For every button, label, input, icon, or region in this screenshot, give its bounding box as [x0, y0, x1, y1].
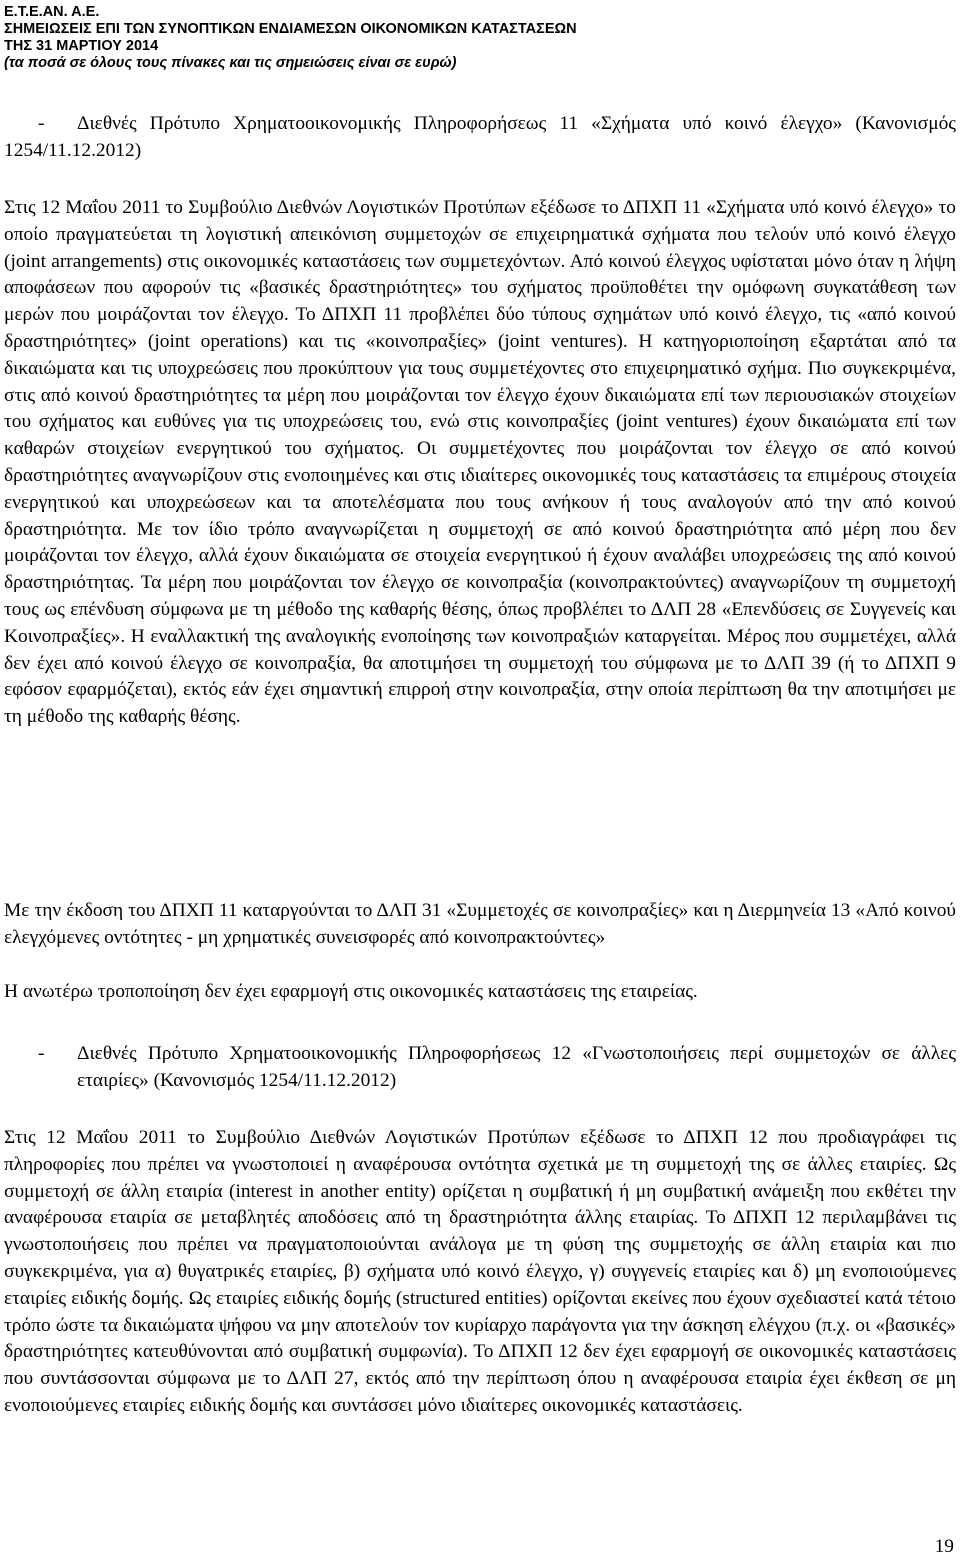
header-date: ΤΗΣ 31 ΜΑΡΤΙΟΥ 2014	[4, 38, 159, 54]
list-dash: -	[38, 113, 45, 134]
list-dash: -	[38, 1043, 45, 1064]
list-item-ifrs11	[4, 111, 956, 165]
page-number: 19	[934, 1536, 954, 1557]
ifrs11-applicability-paragraph: Η ανωτέρω τροποποίηση δεν έχει εφαρμογή στις οικονομικές καταστάσεις της εταιρείας.	[4, 981, 698, 1002]
company-name: Ε.Τ.Ε.ΑΝ. Α.Ε.	[4, 4, 100, 20]
ifrs12-body-paragraph: Στις 12 Μαΐου 2011 το Συμβούλιο Διεθνών Λογιστικών Προτύπων εξέδωσε το ΔΠΧΠ 12 που προδιαγράφει τις πληροφορίες που πρέπει να γνωστοποιεί η αναφέρουσα οντότητα σχετικά με τη συμμετοχή της σε άλλες εταιρίες. Ως συμμετοχή σε άλλη εταιρία (interest in another entity) ορίζεται η συμβατική ή μη συμβατική ανάμειξη που εκθέτει την αναφέρουσα εταιρία σε μεταβλητές αποδόσεις από τη δραστηριότητα άλλης εταιρίας. Το ΔΠΧΠ 12 περιλαμβάνει τις γνωστοποιήσεις που πρέπει να πραγματοποιούνται ανάλογα με τη φύση της συμμετοχής σε άλλη εταιρία και πιο συγκεκριμένα, για α) θυγατρικές εταιρίες, β) σχήματα υπό κοινό έλεγχο, γ) συγγενείς εταιρίες και δ) μη ενοποιούμενες εταιρίες ειδικής δομής. Ως εταιρίες ειδικής δομής (structured entities) ορίζονται εκείνες που έχουν σχεδιαστεί κατά τέτοιο τρόπο ώστε τα δικαιώματα ψήφου να μην αποτελούν τον κυρίαρχο παράγοντα για την άσκηση ελέγχου (π.χ. οι «βασικές» δραστηριότητες κατευθύνονται από συμβατική συμφωνία). Το ΔΠΧΠ 12 δεν έχει εφαρμογή σε οικονομικές καταστάσεις που συντάσσονται σύμφωνα με το ΔΛΠ 27, εκτός από την περίπτωση όπου η αναφέρουσα εταιρία έχει έκθεση σε μη ενοποιούμενες εταιρίες ειδικής δομής και συντάσσει μόνο ιδιαίτερες οικονομικές καταστάσεις.	[4, 1127, 956, 1416]
ifrs11-body-paragraph: Στις 12 Μαΐου 2011 το Συμβούλιο Διεθνών Λογιστικών Προτύπων εξέδωσε το ΔΠΧΠ 11 «Σχήματα υπό κοινό έλεγχο» το οποίο πραγματεύεται τη λογιστική απεικόνιση συμμετοχών σε επιχειρηματικά σχήματα που τελούν υπό κοινό έλεγχο (joint arrangements) στις οικονομικές καταστάσεις των συμμετεχόντων. Από κοινού έλεγχος υφίσταται μόνο όταν η λήψη αποφάσεων που αφορούν τις «βασικές δραστηριότητες» του σχήματος προϋποθέτει την ομόφωνη συγκατάθεση των μερών που μοιράζονται τον έλεγχο. Το ΔΠΧΠ 11 προβλέπει δύο τύπους σχημάτων υπό κοινό έλεγχο, τις «από κοινού δραστηριότητες» (joint operations) και τις «κοινοπραξίες» (joint ventures). Η κατηγοριοποίηση εξαρτάται από τα δικαιώματα και τις υποχρεώσεις που προκύπτουν για τους συμμετέχοντες στο επιχειρηματικό σχήμα. Πιο συγκεκριμένα, στις από κοινού δραστηριότητες τα μέρη που μοιράζονται τον έλεγχο έχουν δικαιώματα επί των περιουσιακών στοιχείων του σχήματος και ευθύνες για τις υποχρεώσεις του, ενώ στις κοινοπραξίες (joint ventures) έχουν δικαιώματα επί των καθαρών στοιχείων ενεργητικού του σχήματος. Οι συμμετέχοντες που μοιράζονται τον έλεγχο σε από κοινού δραστηριότητες αναγνωρίζουν στις ενοποιημένες και στις ιδιαίτερες οικονομικές τους καταστάσεις τα επιμέρους στοιχεία ενεργητικού και υποχρεώσεων και τα αποτελέσματα που τους ανήκουν ή τους αναλογούν από την από κοινού δραστηριότητα. Με τον ίδιο τρόπο αναγνωρίζεται η συμμετοχή σε από κοινού δραστηριότητα από μέρη που δεν μοιράζονται τον έλεγχο, αλλά έχουν δικαιώματα σε στοιχεία ενεργητικού ή έχουν αναλάβει υποχρεώσεις της από κοινού δραστηριότητας. Τα μέρη που μοιράζονται τον έλεγχο σε κοινοπραξία (κοινοπρακτούντες) αναγνωρίζουν τη συμμετοχή τους ως επένδυση σύμφωνα με τη μέθοδο της καθαρής θέσης, όπως προβλέπει το ΔΛΠ 28 «Επενδύσεις σε Συγγενείς και Κοινοπραξίες». Η εναλλακτική της αναλογικής ενοποίησης των κοινοπραξιών καταργείται. Μέρος που συμμετέχει, αλλά δεν έχει από κοινού έλεγχο σε κοινοπραξία, θα αποτιμήσει τη συμμετοχή του σύμφωνα με το ΔΛΠ 39 (ή το ΔΠΧΠ 9 εφόσον εφαρμόζεται), εκτός εάν έχει σημαντική επιρροή στην κοινοπραξία, στην οποία περίπτωση θα την αποτιμήσει με τη μέθοδο της καθαρής θέσης.	[4, 197, 956, 728]
ifrs11-heading: Διεθνές Πρότυπο Χρηματοοικονομικής Πληροφορήσεως 11 «Σχήματα υπό κοινό έλεγχο» (Κανονισμός 1254/11.12.2012)	[4, 113, 956, 161]
ifrs12-heading: Διεθνές Πρότυπο Χρηματοοικονομικής Πληροφορήσεως 12 «Γνωστοποιήσεις περί συμμετοχών σε άλλες εταιρίες» (Κανονισμός 1254/11.12.2012)	[77, 1043, 956, 1091]
list-item-ifrs12	[4, 1041, 956, 1095]
page-header	[4, 4, 954, 72]
ifrs11-repeal-paragraph: Με την έκδοση του ΔΠΧΠ 11 καταργούνται το ΔΛΠ 31 «Συμμετοχές σε κοινοπραξίες» και η Διερμηνεία 13 «Από κοινού ελεγχόμενες οντότητες - μη χρηματικές συνεισφορές από κοινοπρακτούντες»	[4, 900, 956, 948]
header-title: ΣΗΜΕΙΩΣΕΙΣ ΕΠΙ ΤΩΝ ΣΥΝΟΠΤΙΚΩΝ ΕΝΔΙΑΜΕΣΩΝ ΟΙΚΟΝΟΜΙΚΩΝ ΚΑΤΑΣΤΑΣΕΩΝ	[4, 21, 577, 37]
header-currency-note: (τα ποσά σε όλους τους πίνακες και τις σημειώσεις είναι σε ευρώ)	[4, 55, 457, 71]
